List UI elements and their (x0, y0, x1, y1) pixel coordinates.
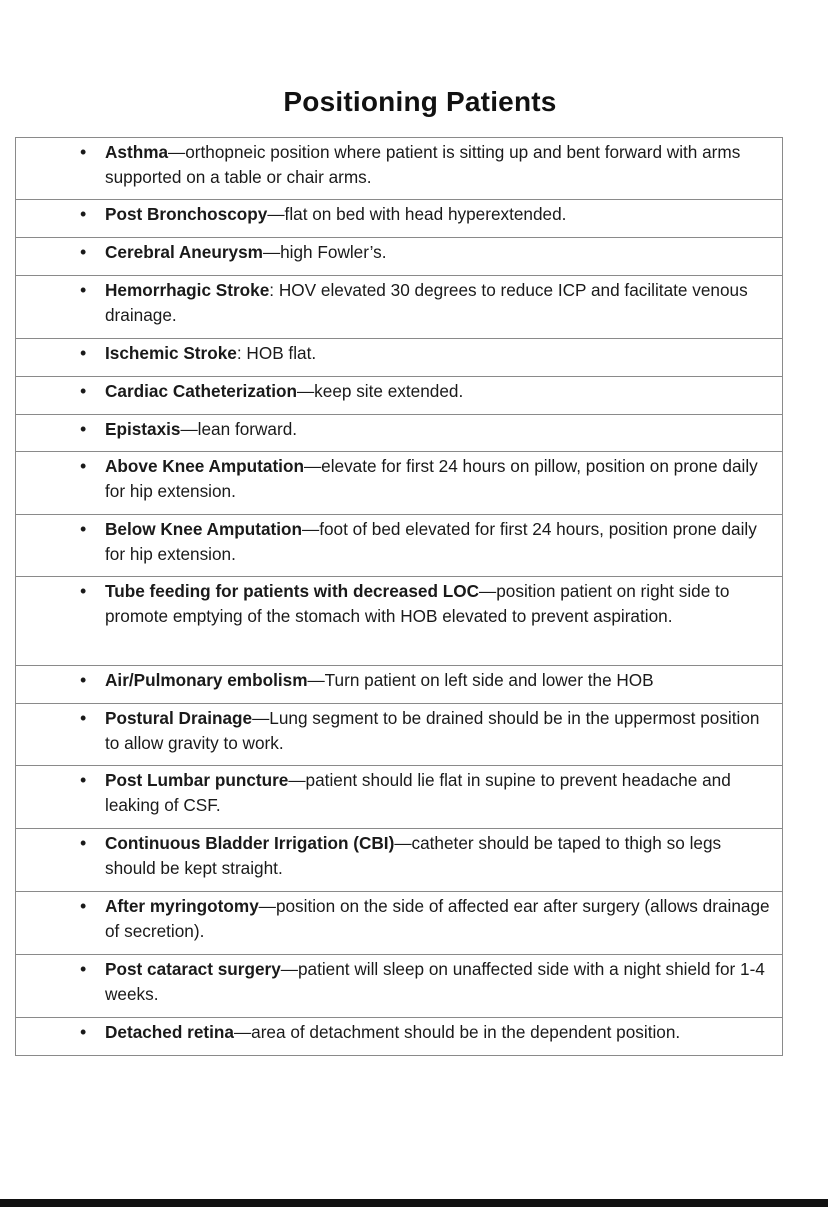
row-text (105, 768, 774, 818)
row-term: Post Bronchoscopy (105, 204, 268, 224)
row-term: Postural Drainage (105, 708, 253, 728)
table-row (16, 377, 782, 415)
bullet-icon: • (80, 456, 87, 476)
bullet-icon: • (80, 343, 87, 363)
positioning-table (15, 137, 783, 1056)
row-description: patient should lie flat in supine to prevent headache and leaking of CSF. (105, 770, 731, 815)
table-row (16, 955, 782, 1018)
row-separator: : (269, 280, 279, 300)
table-row (16, 200, 782, 238)
row-term: Hemorrhagic Stroke (105, 280, 270, 300)
table-row (16, 704, 782, 766)
bullet-icon: • (80, 419, 87, 439)
row-separator: : (236, 343, 247, 363)
row-separator: — (180, 419, 198, 439)
row-description: foot of bed elevated for first 24 hours, position prone daily for hip extension. (105, 519, 757, 564)
bullet-icon: • (80, 833, 87, 853)
row-text (105, 579, 774, 629)
row-description: Turn patient on left side and lower the HOB (324, 670, 654, 690)
row-term: Below Knee Amputation (105, 519, 303, 539)
row-term: Above Knee Amputation (105, 456, 304, 476)
row-text (105, 668, 774, 693)
row-term: Asthma (105, 142, 169, 162)
row-description: elevate for first 24 hours on pillow, position on prone daily for hip extension. (105, 456, 758, 501)
bullet-icon: • (80, 381, 87, 401)
bullet-icon: • (80, 242, 87, 262)
row-separator: — (168, 142, 186, 162)
row-description: catheter should be taped to thigh so legs should be kept straight. (105, 833, 722, 878)
bullet-icon: • (80, 670, 87, 690)
table-row (16, 339, 782, 377)
row-text (105, 240, 774, 265)
row-separator: — (252, 708, 270, 728)
bullet-icon: • (80, 770, 87, 790)
table-row (16, 766, 782, 829)
bottom-bar (0, 1199, 828, 1207)
row-separator: — (233, 1022, 252, 1042)
row-separator: — (302, 519, 320, 539)
row-separator: — (479, 581, 497, 601)
row-separator: — (296, 381, 315, 401)
row-description: flat on bed with head hyperextended. (284, 204, 567, 224)
table-row (16, 666, 782, 704)
row-description: orthopneic position where patient is sitting up and bent forward with arms supported on a table or chair arms. (105, 142, 741, 187)
row-term: Cardiac Catheterization (105, 381, 297, 401)
row-separator: — (288, 770, 306, 790)
table-row (16, 577, 782, 666)
row-term: Ischemic Stroke (105, 343, 237, 363)
bullet-icon: • (80, 896, 87, 916)
bullet-icon: • (80, 519, 87, 539)
row-term: Post cataract surgery (105, 959, 281, 979)
row-separator: — (262, 242, 281, 262)
row-term: Cerebral Aneurysm (105, 242, 263, 262)
row-text (105, 706, 774, 756)
table-row (16, 238, 782, 276)
row-term: After myringotomy (105, 896, 259, 916)
row-description: lean forward. (197, 419, 298, 439)
bullet-icon: • (80, 708, 87, 728)
table-row (16, 415, 782, 452)
row-term: Continuous Bladder Irrigation (CBI) (105, 833, 395, 853)
row-text (105, 278, 774, 328)
bullet-icon: • (80, 204, 87, 224)
row-separator: — (280, 959, 298, 979)
row-text (105, 1020, 774, 1045)
table-row (16, 892, 782, 955)
row-description: patient will sleep on unaffected side with a night shield for 1-4 weeks. (105, 959, 765, 1004)
row-description: HOB flat. (246, 343, 317, 363)
row-term: Air/Pulmonary embolism (105, 670, 308, 690)
row-separator: — (307, 670, 325, 690)
row-term: Epistaxis (105, 419, 181, 439)
row-text (105, 517, 774, 567)
table-row (16, 276, 782, 339)
row-term: Tube feeding for patients with decreased LOC (105, 581, 480, 601)
row-text (105, 894, 774, 944)
row-text (105, 140, 774, 190)
row-separator: — (394, 833, 412, 853)
row-text (105, 341, 774, 366)
row-separator: — (303, 456, 322, 476)
table-row (16, 452, 782, 515)
row-description: high Fowler’s. (280, 242, 387, 262)
table-row (16, 138, 782, 200)
page-title: Positioning Patients (283, 86, 557, 117)
row-text (105, 379, 774, 404)
row-text (105, 417, 774, 442)
row-description: position on the side of affected ear after surgery (allows drainage of secretion). (105, 896, 770, 941)
row-text (105, 202, 774, 227)
row-text (105, 454, 774, 504)
row-description: keep site extended. (314, 381, 464, 401)
row-description: position patient on right side to promote emptying of the stomach with HOB elevated to prevent aspiration. (105, 581, 730, 626)
row-separator: — (258, 896, 276, 916)
table-row (16, 829, 782, 892)
bullet-icon: • (80, 142, 87, 162)
row-term: Post Lumbar puncture (105, 770, 289, 790)
table-row (16, 515, 782, 577)
row-description: area of detachment should be in the dependent position. (251, 1022, 681, 1042)
bullet-icon: • (80, 581, 87, 601)
row-text (105, 831, 774, 881)
bullet-icon: • (80, 1022, 87, 1042)
row-separator: — (267, 204, 285, 224)
row-description: HOV elevated 30 degrees to reduce ICP and facilitate venous drainage. (105, 280, 748, 325)
row-description: Lung segment to be drained should be in the uppermost position to allow gravity to work. (105, 708, 760, 753)
bullet-icon: • (80, 280, 87, 300)
row-text (105, 957, 774, 1007)
row-term: Detached retina (105, 1022, 234, 1042)
bullet-icon: • (80, 959, 87, 979)
table-row (16, 1018, 782, 1055)
